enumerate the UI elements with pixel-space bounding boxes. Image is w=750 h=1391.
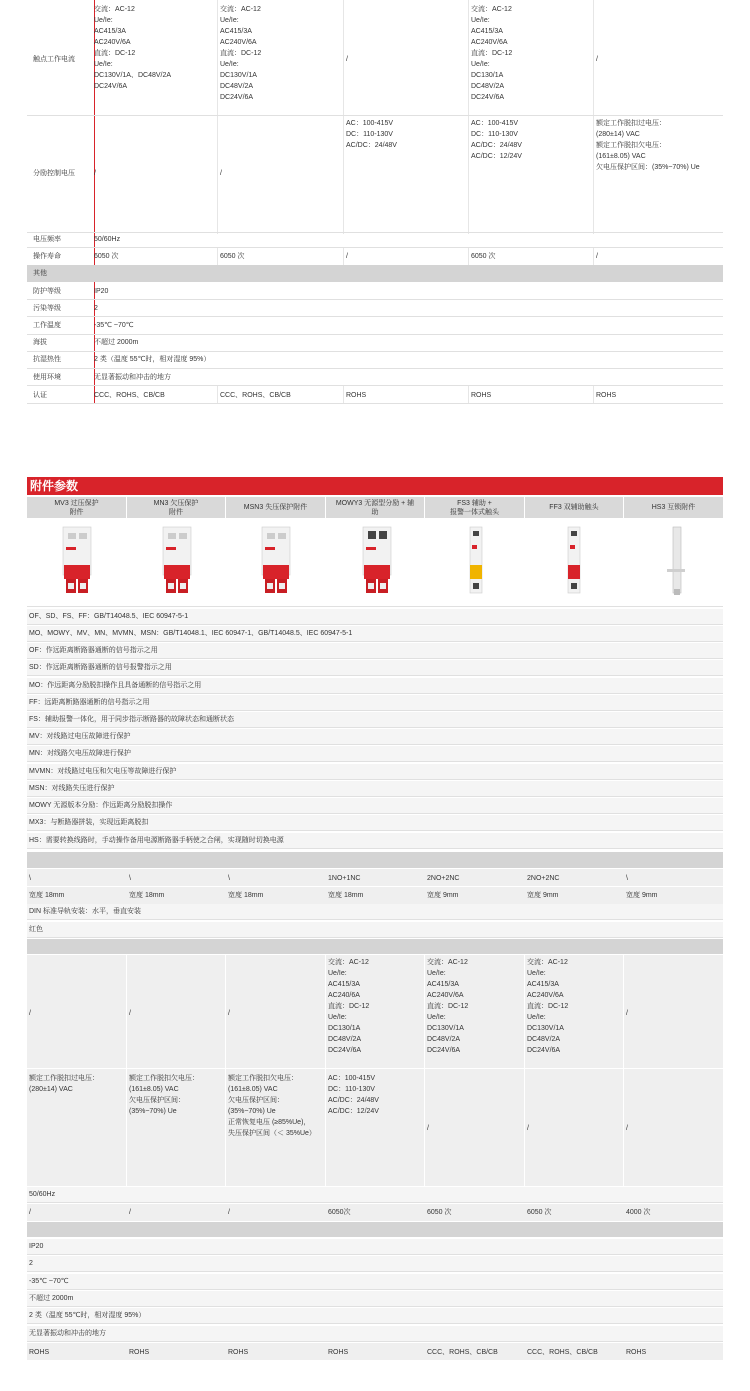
voltage-fs3: /	[427, 1125, 429, 1132]
cert-col2: CCC、ROHS、CB/CB	[220, 392, 291, 399]
note-row: FS：辅助报警一体化，用于同步指示断路器的故障状态和通断状态	[27, 712, 723, 728]
row-divider	[27, 334, 723, 335]
section-band	[27, 1222, 723, 1237]
cert-mn3: ROHS	[129, 1349, 150, 1356]
voltage-mv3: 额定工作脱扣过电压： (280±14) VAC	[29, 1075, 99, 1093]
pollution-row: 2	[27, 1256, 723, 1272]
width-mv3: 宽度 18mm	[29, 892, 65, 899]
row-divider	[27, 299, 723, 300]
accessory-banner	[27, 477, 723, 495]
current-fs3: 交流：AC-12 Ue/Ie: AC415/3A AC240V/6A 直流：DC-12 Ue/Ie: DC130V/1A DC48V/2A DC24V/6A	[427, 959, 469, 1054]
shunt-voltage-col5: 额定工作脱扣过电压： (280±14) VAC 额定工作脱扣欠电压： (161±8.05) VAC 欠电压保护区间：(35%~70%) Ue	[596, 120, 700, 171]
cert-col4: ROHS	[471, 392, 492, 399]
col-divider	[468, 0, 469, 234]
contact-current-col5: /	[596, 56, 598, 63]
current-hs3: /	[626, 1010, 628, 1017]
note-row: HS：需要转换线路时，手动操作备用电源断路器手柄使之合闸，实现随时切换电源	[27, 833, 723, 849]
header-mv3-label: MV3 过压保护 附件	[54, 499, 99, 516]
contacts-fs3: 2NO+2NC	[427, 875, 460, 882]
section-band-other	[27, 265, 723, 282]
header-mowy3	[326, 497, 424, 518]
life-msn3: /	[228, 1209, 230, 1216]
width-hs3: 宽度 9mm	[626, 892, 658, 899]
col-divider	[217, 0, 218, 234]
col-divider	[424, 955, 425, 1186]
cert-mowy3: ROHS	[328, 1349, 349, 1356]
color-row: 红色	[27, 922, 723, 938]
voltage-mn3: 额定工作脱扣欠电压： (161±8.05) VAC 欠电压保护区间： (35%~70%) Ue	[129, 1075, 199, 1115]
life-col3: /	[346, 253, 348, 260]
shunt-voltage-col1: /	[94, 170, 96, 177]
life-label: 操作寿命	[33, 253, 61, 260]
col-divider	[126, 955, 127, 1186]
shunt-voltage-label: 分励控制电压	[33, 170, 75, 177]
accessory-title: 附件参数	[30, 479, 79, 493]
section-band	[27, 852, 723, 868]
life-row	[27, 1204, 723, 1221]
contact-current-col3: /	[346, 56, 348, 63]
life-col2: 6050 次	[220, 253, 245, 260]
note-row: MN：对线路欠电压故障进行保护	[27, 746, 723, 762]
humidity-label: 抗湿热性	[33, 356, 61, 363]
row-divider	[27, 385, 723, 386]
voltage-hs3: /	[626, 1125, 628, 1132]
life-col5: /	[596, 253, 598, 260]
current-mn3: /	[129, 1010, 131, 1017]
cert-hs3: ROHS	[626, 1349, 647, 1356]
cert-col1: CCC、ROHS、CB/CB	[94, 392, 165, 399]
col-divider	[623, 955, 624, 1186]
cert-mv3: ROHS	[29, 1349, 50, 1356]
life-col4: 6050 次	[471, 253, 496, 260]
header-fs3-label: FS3 辅助 + 报警一体式触头	[450, 499, 499, 516]
col-divider	[343, 386, 344, 404]
cert-msn3: ROHS	[228, 1349, 249, 1356]
life-col1: 6050 次	[94, 253, 119, 260]
contact-current-col2: 交流：AC-12 Ue/Ie: AC415/3A AC240V/6A 直流：DC-12 Ue/Ie: DC130V/1A DC48V/2A DC24V/6A	[220, 6, 262, 101]
mn3-device-icon	[160, 525, 194, 597]
environment-label: 使用环境	[33, 374, 61, 381]
humidity-row: 2 类（温度 55℃时，相对湿度 95%）	[27, 1308, 723, 1324]
pollution-value: 2	[94, 305, 98, 312]
row-divider	[27, 316, 723, 317]
ff3-device-icon	[566, 525, 582, 597]
cert-col5: ROHS	[596, 392, 617, 399]
header-ff3	[525, 497, 623, 518]
msn3-device-icon	[259, 525, 293, 597]
protection-value: IP20	[94, 288, 109, 295]
contacts-hs3: \	[626, 875, 628, 882]
note-row: MO：作远距离分励脱扣操作且具备通断的信号指示之用	[27, 678, 723, 694]
temperature-value: -35℃ ~70℃	[94, 322, 134, 329]
altitude-label: 海拔	[33, 339, 47, 346]
note-row: OF、SD、FS、FF：GB/T14048.5、IEC 60947-5-1	[27, 609, 723, 625]
note-row: MV：对线路过电压故障进行保护	[27, 729, 723, 745]
note-row: MO、MOWY、MV、MN、MVMN、MSN：GB/T14048.1、IEC 60947-1、GB/T14048.5、IEC 60947-5-1	[27, 626, 723, 642]
protection-label: 防护等级	[33, 288, 61, 295]
environment-value: 无显著振动和冲击的地方	[94, 374, 171, 381]
current-mv3: /	[29, 1010, 31, 1017]
width-ff3: 宽度 9mm	[527, 892, 559, 899]
width-mn3: 宽度 18mm	[129, 892, 165, 899]
altitude-value: 不超过 2000m	[94, 339, 139, 346]
humidity-value: 2 类（温度 55℃时，相对湿度 95%）	[94, 356, 211, 363]
row-divider	[27, 115, 723, 116]
width-fs3: 宽度 9mm	[427, 892, 459, 899]
row-divider	[27, 1068, 723, 1069]
note-row: MVMN：对线路过电压和欠电压等故障进行保护	[27, 764, 723, 780]
voltage-msn3: 额定工作脱扣欠电压： (161±8.05) VAC 欠电压保护区间： (35%~70%) Ue 正常恢复电压 (≥85%Ue)， 失压保护区间（＜ 35%Ue）	[228, 1075, 316, 1137]
environment-row: 无显著振动和冲击的地方	[27, 1326, 723, 1342]
temperature-row: -35℃ ~70℃	[27, 1274, 723, 1290]
width-msn3: 宽度 18mm	[228, 892, 264, 899]
other-label: 其他	[33, 270, 47, 277]
row-divider	[27, 368, 723, 369]
current-msn3: /	[228, 1010, 230, 1017]
mowy3-device-icon	[360, 525, 394, 597]
frequency-label: 电压频率	[33, 236, 61, 243]
shunt-voltage-col2: /	[220, 170, 222, 177]
life-ff3: 6050 次	[527, 1209, 552, 1216]
protection-row: IP20	[27, 1239, 723, 1255]
col-divider	[524, 955, 525, 1186]
current-mowy3: 交流：AC-12 Ue/Ie: AC415/3A AC240/6A 直流：DC-12 Ue/Ie: DC130/1A DC48V/2A DC24V/6A	[328, 959, 370, 1054]
col-divider	[225, 955, 226, 1186]
note-row: FF：远距离断路器通断的信号指示之用	[27, 695, 723, 711]
header-hs3	[624, 497, 723, 518]
contacts-msn3: \	[228, 875, 230, 882]
life-mn3: /	[129, 1209, 131, 1216]
row-divider	[27, 606, 723, 607]
col-divider	[343, 248, 344, 265]
life-hs3: 4000 次	[626, 1209, 651, 1216]
header-mv3	[27, 497, 126, 518]
note-row: MOWY 无源版本分励：作远距离分励脱扣操作	[27, 798, 723, 814]
col-divider	[325, 955, 326, 1186]
row-divider	[27, 247, 723, 248]
pollution-label: 污染等级	[33, 305, 61, 312]
header-msn3	[226, 497, 325, 518]
width-mowy3: 宽度 18mm	[328, 892, 364, 899]
header-msn3-label: MSN3 失压保护附件	[243, 504, 308, 511]
col-divider	[468, 248, 469, 265]
header-fs3	[425, 497, 524, 518]
header-ff3-label: FF3 双辅助触头	[549, 504, 599, 511]
altitude-row: 不超过 2000m	[27, 1291, 723, 1307]
voltage-ff3: /	[527, 1125, 529, 1132]
shunt-voltage-col4: AC：100-415V DC：110-130V AC/DC：24/48V AC/DC：12/24V	[471, 120, 522, 160]
row-divider	[27, 232, 723, 233]
section-band	[27, 939, 723, 954]
contacts-row	[27, 869, 723, 886]
header-mn3-label: MN3 欠压保护 附件	[153, 499, 199, 516]
note-row: MSN：对线路失压进行保护	[27, 781, 723, 797]
col-divider	[593, 248, 594, 265]
frequency-value: 50/60Hz	[94, 236, 121, 243]
col-divider	[468, 386, 469, 404]
contact-current-label: 触点工作电流	[33, 56, 75, 63]
header-mowy3-label: MOWY3 无源型分励 + 辅 助	[335, 499, 415, 516]
header-hs3-label: HS3 互锁附件	[651, 504, 696, 511]
contact-current-col1: 交流：AC-12 Ue/Ie: AC415/3A AC240V/6A 直流：DC-12 Ue/Ie: DC130V/1A、DC48V/2A DC24V/6A	[94, 6, 172, 90]
mv3-device-icon	[60, 525, 94, 597]
contacts-mn3: \	[129, 875, 131, 882]
life-mv3: /	[29, 1209, 31, 1216]
note-row: SD：作远距离断路器通断的信号报警指示之用	[27, 660, 723, 676]
life-fs3: 6050 次	[427, 1209, 452, 1216]
current-ff3: 交流：AC-12 Ue/Ie: AC415/3A AC240V/6A 直流：DC-12 Ue/Ie: DC130V/1A DC48V/2A DC24V/6A	[527, 959, 569, 1054]
contacts-mowy3: 1NO+1NC	[328, 875, 361, 882]
row-divider	[27, 403, 723, 404]
col-divider	[217, 386, 218, 404]
col-divider	[593, 0, 594, 234]
cert-fs3: CCC、ROHS、CB/CB	[427, 1349, 498, 1356]
frequency-row: 50/60Hz	[27, 1187, 723, 1203]
note-row: OF：作远距离断路器通断的信号指示之用	[27, 643, 723, 659]
cert-col3: ROHS	[346, 392, 367, 399]
cert-ff3: CCC、ROHS、CB/CB	[527, 1349, 598, 1356]
contacts-ff3: 2NO+2NC	[527, 875, 560, 882]
col-divider	[343, 0, 344, 234]
note-row: MX3：与断路器拼装，实现远距离脱扣	[27, 815, 723, 831]
fs3-device-icon	[468, 525, 484, 597]
contact-current-col4: 交流：AC-12 Ue/Ie: AC415/3A AC240V/6A 直流：DC-12 Ue/Ie: DC130/1A DC48V/2A DC24V/6A	[471, 6, 513, 101]
contacts-mv3: \	[29, 875, 31, 882]
temperature-label: 工作温度	[33, 322, 61, 329]
col-divider	[593, 386, 594, 404]
voltage-mowy3: AC：100-415V DC：110-130V AC/DC：24/48V AC/DC：12/24V	[328, 1075, 379, 1115]
cert-label: 认证	[33, 392, 47, 399]
mounting-row: DIN 标准导轨安装：水平，垂直安装	[27, 904, 723, 920]
hs3-device-icon	[664, 525, 688, 597]
electrical-block	[27, 955, 723, 1186]
life-mowy3: 6050次	[328, 1209, 351, 1216]
row-divider	[27, 351, 723, 352]
col-divider	[217, 248, 218, 265]
shunt-voltage-col3: AC：100-415V DC：110-130V AC/DC：24/48V	[346, 120, 397, 149]
header-mn3	[127, 497, 225, 518]
